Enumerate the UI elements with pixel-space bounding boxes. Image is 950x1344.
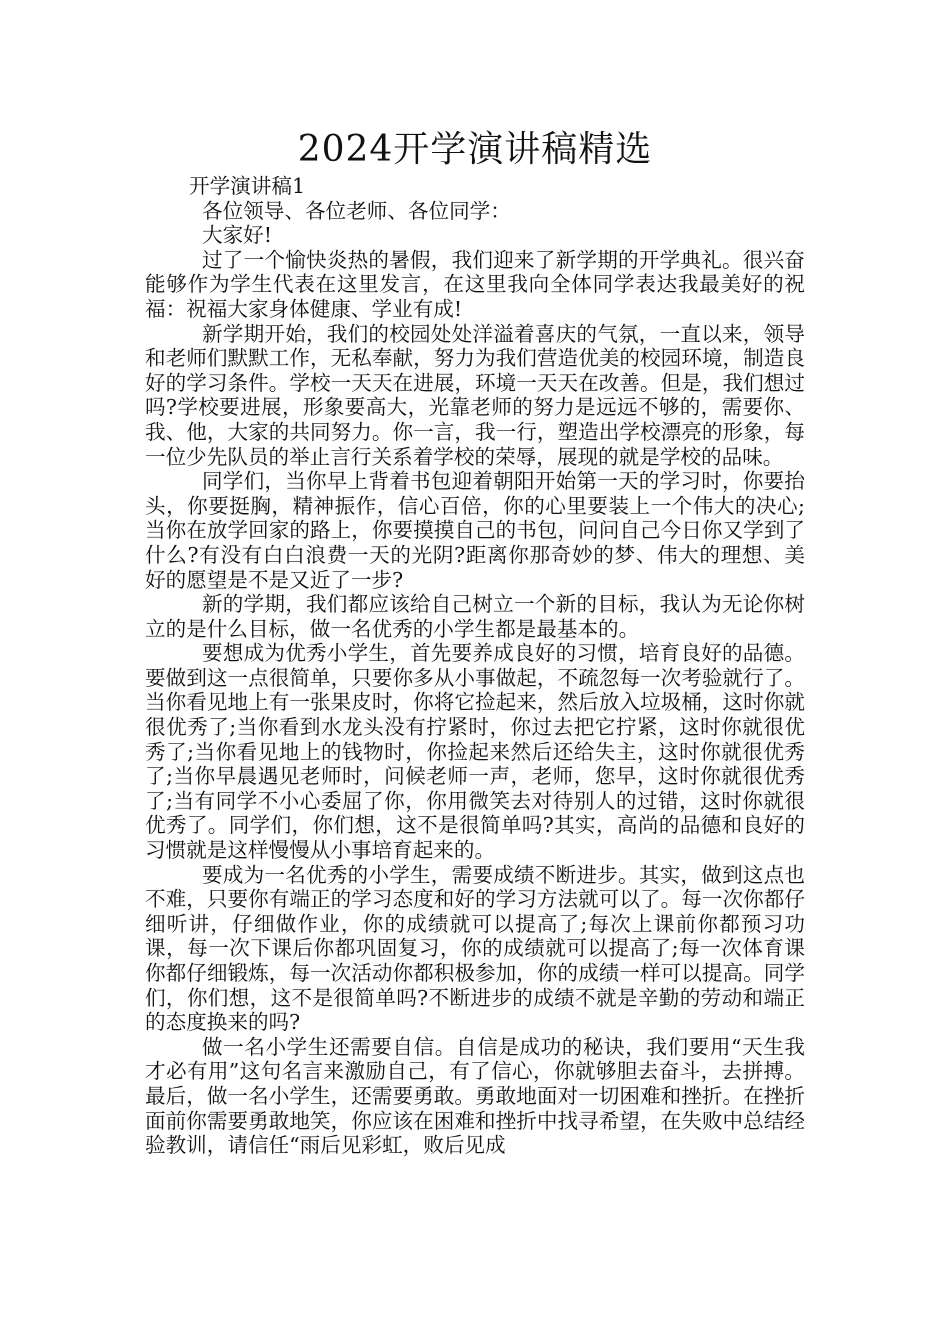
paragraph: 新的学期，我们都应该给自己树立一个新的目标，我认为无论你树立的是什么目标，做一名优秀的小学生都是最基本的。 [145,592,805,641]
document-body [145,174,805,1158]
paragraph: 要成为一名优秀的小学生，需要成绩不断进步。其实，做到这点也不难，只要你有端正的学习态度和好的学习方法就可以了。每一次你都仔细听讲，仔细做作业，你的成绩就可以提高了;每次上课前你都预习功课，每一次下课后你都巩固复习，你的成绩就可以提高了;每一次体育课你都仔细锻炼，每一次活动你都积极参加，你的成绩一样可以提高。同学们，你们想，这不是很简单吗?不断进步的成绩不就是辛勤的劳动和端正的态度换来的吗? [145,862,805,1035]
paragraph: 同学们，当你早上背着书包迎着朝阳开始第一天的学习时，你要抬头，你要挺胸，精神振作，信心百倍，你的心里要装上一个伟大的决心;当你在放学回家的路上，你要摸摸自己的书包，问问自己今日你又学到了什么?有没有白白浪费一天的光阴?距离你那奇妙的梦、伟大的理想、美好的愿望是不是又近了一步? [145,469,805,592]
paragraph-greeting: 大家好! [202,223,273,248]
section-subheading: 开学演讲稿1 [189,174,306,198]
paragraph-salutation: 各位领导、各位老师、各位同学： [202,198,511,223]
paragraph: 新学期开始，我们的校园处处洋溢着喜庆的气氛，一直以来，领导和老师们默默工作，无私奉献，努力为我们营造优美的校园环境，制造良好的学习条件。学校一天天在进展，环境一天天在改善。但是，我们想过吗?学校要进展，形象要高大，光靠老师的努力是远远不够的，需要你、我、他，大家的共同努力。你一言，我一行，塑造出学校漂亮的形象，每一位少先队员的举止言行关系着学校的荣辱，展现的就是学校的品味。 [145,321,805,469]
document-title: 2024开学演讲稿精选 [297,129,653,170]
paragraph: 做一名小学生还需要自信。自信是成功的秘诀，我们要用“天生我才必有用”这句名言来激励自己，有了信心，你就够胆去奋斗，去拼搏。最后，做一名小学生，还需要勇敢。勇敢地面对一切困难和挫折。在挫折面前你需要勇敢地笑，你应该在困难和挫折中找寻希望，在失败中总结经验教训，请信任“雨后见彩虹，败后见成 [145,1034,805,1158]
paragraph: 过了一个愉快炎热的暑假，我们迎来了新学期的开学典礼。很兴奋能够作为学生代表在这里发言，在这里我向全体同学表达我最美好的祝福：祝福大家身体健康、学业有成! [145,247,805,321]
paragraph: 要想成为优秀小学生，首先要养成良好的习惯，培育良好的品德。要做到这一点很简单，只要你多从小事做起，不疏忽每一次考验就行了。当你看见地上有一张果皮时，你将它捡起来，然后放入垃圾桶，这时你就很优秀了;当你看到水龙头没有拧紧时，你过去把它拧紧，这时你就很优秀了;当你看见地上的钱物时，你捡起来然后还给失主，这时你就很优秀了;当你早晨遇见老师时，问候老师一声，老师，您早，这时你就很优秀了;当有同学不小心委屈了你，你用微笑去对待别人的过错，这时你就很优秀了。同学们，你们想，这不是很简单吗?其实，高尚的品德和良好的习惯就是这样慢慢从小事培育起来的。 [145,641,805,863]
